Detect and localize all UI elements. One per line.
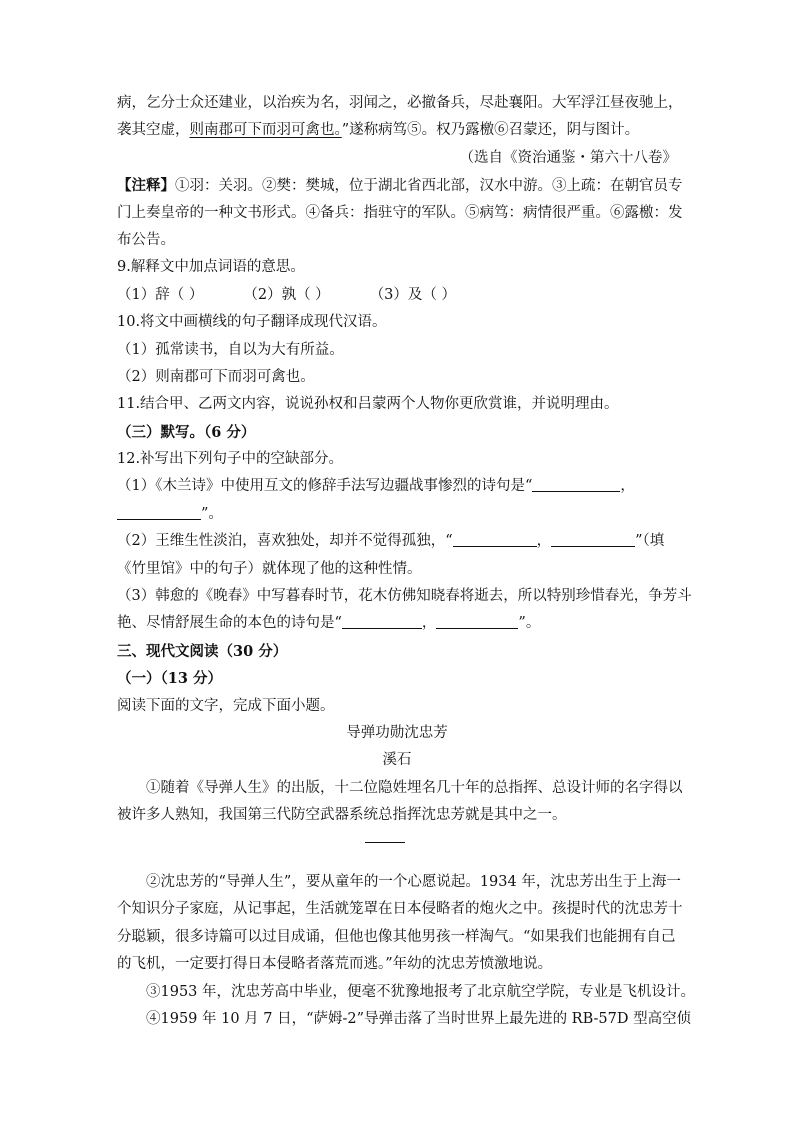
question-9-stem: 9.解释文中加点词语的意思。 — [117, 259, 305, 276]
question-9-item: （1）辞（ ） — [117, 286, 204, 303]
question-9-item: （3）及（ ） — [369, 286, 457, 303]
answer-blank[interactable] — [453, 531, 537, 547]
question-12-item — [117, 501, 677, 528]
notes-line — [117, 172, 683, 199]
notes-line: 门上奏皇帝的一种文书形式。④备兵：指驻守的军队。⑤病笃：病情很严重。⑥露檄：发 — [117, 204, 683, 221]
blank-line-container — [117, 842, 677, 869]
underlined-sentence: 则南郡可下而羽可禽也。 — [189, 122, 342, 139]
question-12-text: ”。 — [201, 505, 223, 522]
question-11-stem: 11.结合甲、乙两文内容，说说孙权和吕蒙两个人物你更欣赏谁，并说明理由。 — [117, 396, 619, 413]
notes-text: ①羽：关羽。②樊：樊城，位于湖北省西北部，汉水中游。③上疏：在朝官员专 — [175, 178, 683, 195]
passage-line — [117, 117, 677, 144]
passage-line: 病，乞分士众还建业，以治疾为名，羽闻之，必撤备兵，尽赴襄阳。大军浮江昼夜驰上， — [117, 95, 683, 111]
article-paragraph: ②沈忠芳的“导弹人生”，要从童年的一个心愿说起。1934 年，沈忠芳出生于上海一 — [146, 873, 681, 890]
answer-blank[interactable] — [342, 613, 422, 629]
question-9-item: （2）孰（ ） — [243, 286, 330, 303]
question-12-stem: 12.补写出下列句子中的空缺部分。 — [117, 451, 344, 468]
question-10-item: （1）孤常读书，自以为大有所益。 — [117, 341, 344, 358]
reading-instruction: 阅读下面的文字，完成下面小题。 — [117, 697, 335, 714]
question-12-text: （2）王维生性淡泊，喜欢独处，却并不觉得孤独，“ — [117, 533, 453, 550]
question-10-item: （2）则南郡可下而羽可禽也。 — [117, 368, 315, 385]
passage-source: （选自《资治通鉴・第六十八卷》 — [459, 149, 677, 166]
article-paragraph: 被许多人熟知，我国第三代防空武器系统总指挥沈忠芳就是其中之一。 — [117, 807, 567, 824]
question-12-item — [117, 473, 677, 500]
article-paragraph: 分聪颖，很多诗篇可以过目成诵，但他也像其他男孩一样淘气。“如果我们也能拥有自己 — [117, 928, 676, 945]
question-12-item — [117, 528, 677, 555]
passage-text: ”遂称病笃⑤。权乃露檄⑥召蒙还，阴与图计。 — [341, 122, 640, 139]
question-9-items — [117, 282, 677, 309]
question-12-text: （1）《木兰诗》中使用互文的修辞手法写边疆战事惨烈的诗句是“ — [117, 478, 533, 495]
document-page — [117, 90, 696, 1033]
article-paragraph: ①随着《导弹人生》的出版，十二位隐姓埋名几十年的总指挥、总设计师的名字得以 — [146, 779, 683, 796]
question-12-text: ”（填 — [635, 533, 665, 550]
question-12-text: 艳、尽情舒展生命的本色的诗句是“ — [117, 615, 342, 632]
question-12-item: 《竹里馆》中的句子）就体现了他的这种性情。 — [117, 560, 422, 577]
question-12-item — [117, 610, 677, 637]
question-10-stem: 10.将文中画横线的句子翻译成现代汉语。 — [117, 314, 387, 331]
answer-blank[interactable] — [436, 613, 518, 629]
article-author: 溪石 — [382, 752, 412, 769]
notes-label: 【注释】 — [117, 177, 175, 195]
notes-line: 布公告。 — [117, 231, 175, 248]
answer-blank[interactable] — [532, 476, 620, 492]
article-paragraph: ④1959 年 10 月 7 日，“萨姆-2”导弹击落了当时世界上最先进的 RB-57D 型高空侦 — [146, 1010, 692, 1027]
article-title: 导弹功勋沈忠芳 — [346, 724, 448, 741]
answer-blank-short[interactable] — [365, 842, 405, 843]
question-12-text: ， — [421, 615, 437, 632]
article-paragraph: 的飞机，一定要打得日本侵略者落荒而逃。”年幼的沈忠芳愤激地说。 — [117, 956, 553, 973]
dictation-heading: （三）默写。（6 分） — [117, 423, 256, 441]
answer-blank[interactable] — [117, 504, 201, 520]
question-12-text: ”。 — [518, 615, 541, 632]
passage-text: 袭其空虚， — [117, 122, 190, 139]
article-paragraph: 个知识分子家庭，从记事起，生活就笼罩在日本侵略者的炮火之中。孩提时代的沈忠芳十 — [117, 901, 683, 918]
article-paragraph: ③1953 年，沈忠芳高中毕业，便毫不犹豫地报考了北京航空学院，专业是飞机设计。 — [146, 983, 696, 1000]
question-12-text: ， — [536, 533, 552, 550]
section-heading: 三、现代文阅读（30 分） — [117, 642, 288, 660]
question-12-item: （3）韩愈的《晚春》中写暮春时节，花木仿佛知晓春将逝去，所以特别珍惜春光，争芳斗 — [117, 588, 692, 605]
subsection-heading: （一）（13 分） — [117, 670, 222, 688]
question-12-text: ， — [620, 478, 635, 495]
answer-blank[interactable] — [551, 531, 635, 547]
